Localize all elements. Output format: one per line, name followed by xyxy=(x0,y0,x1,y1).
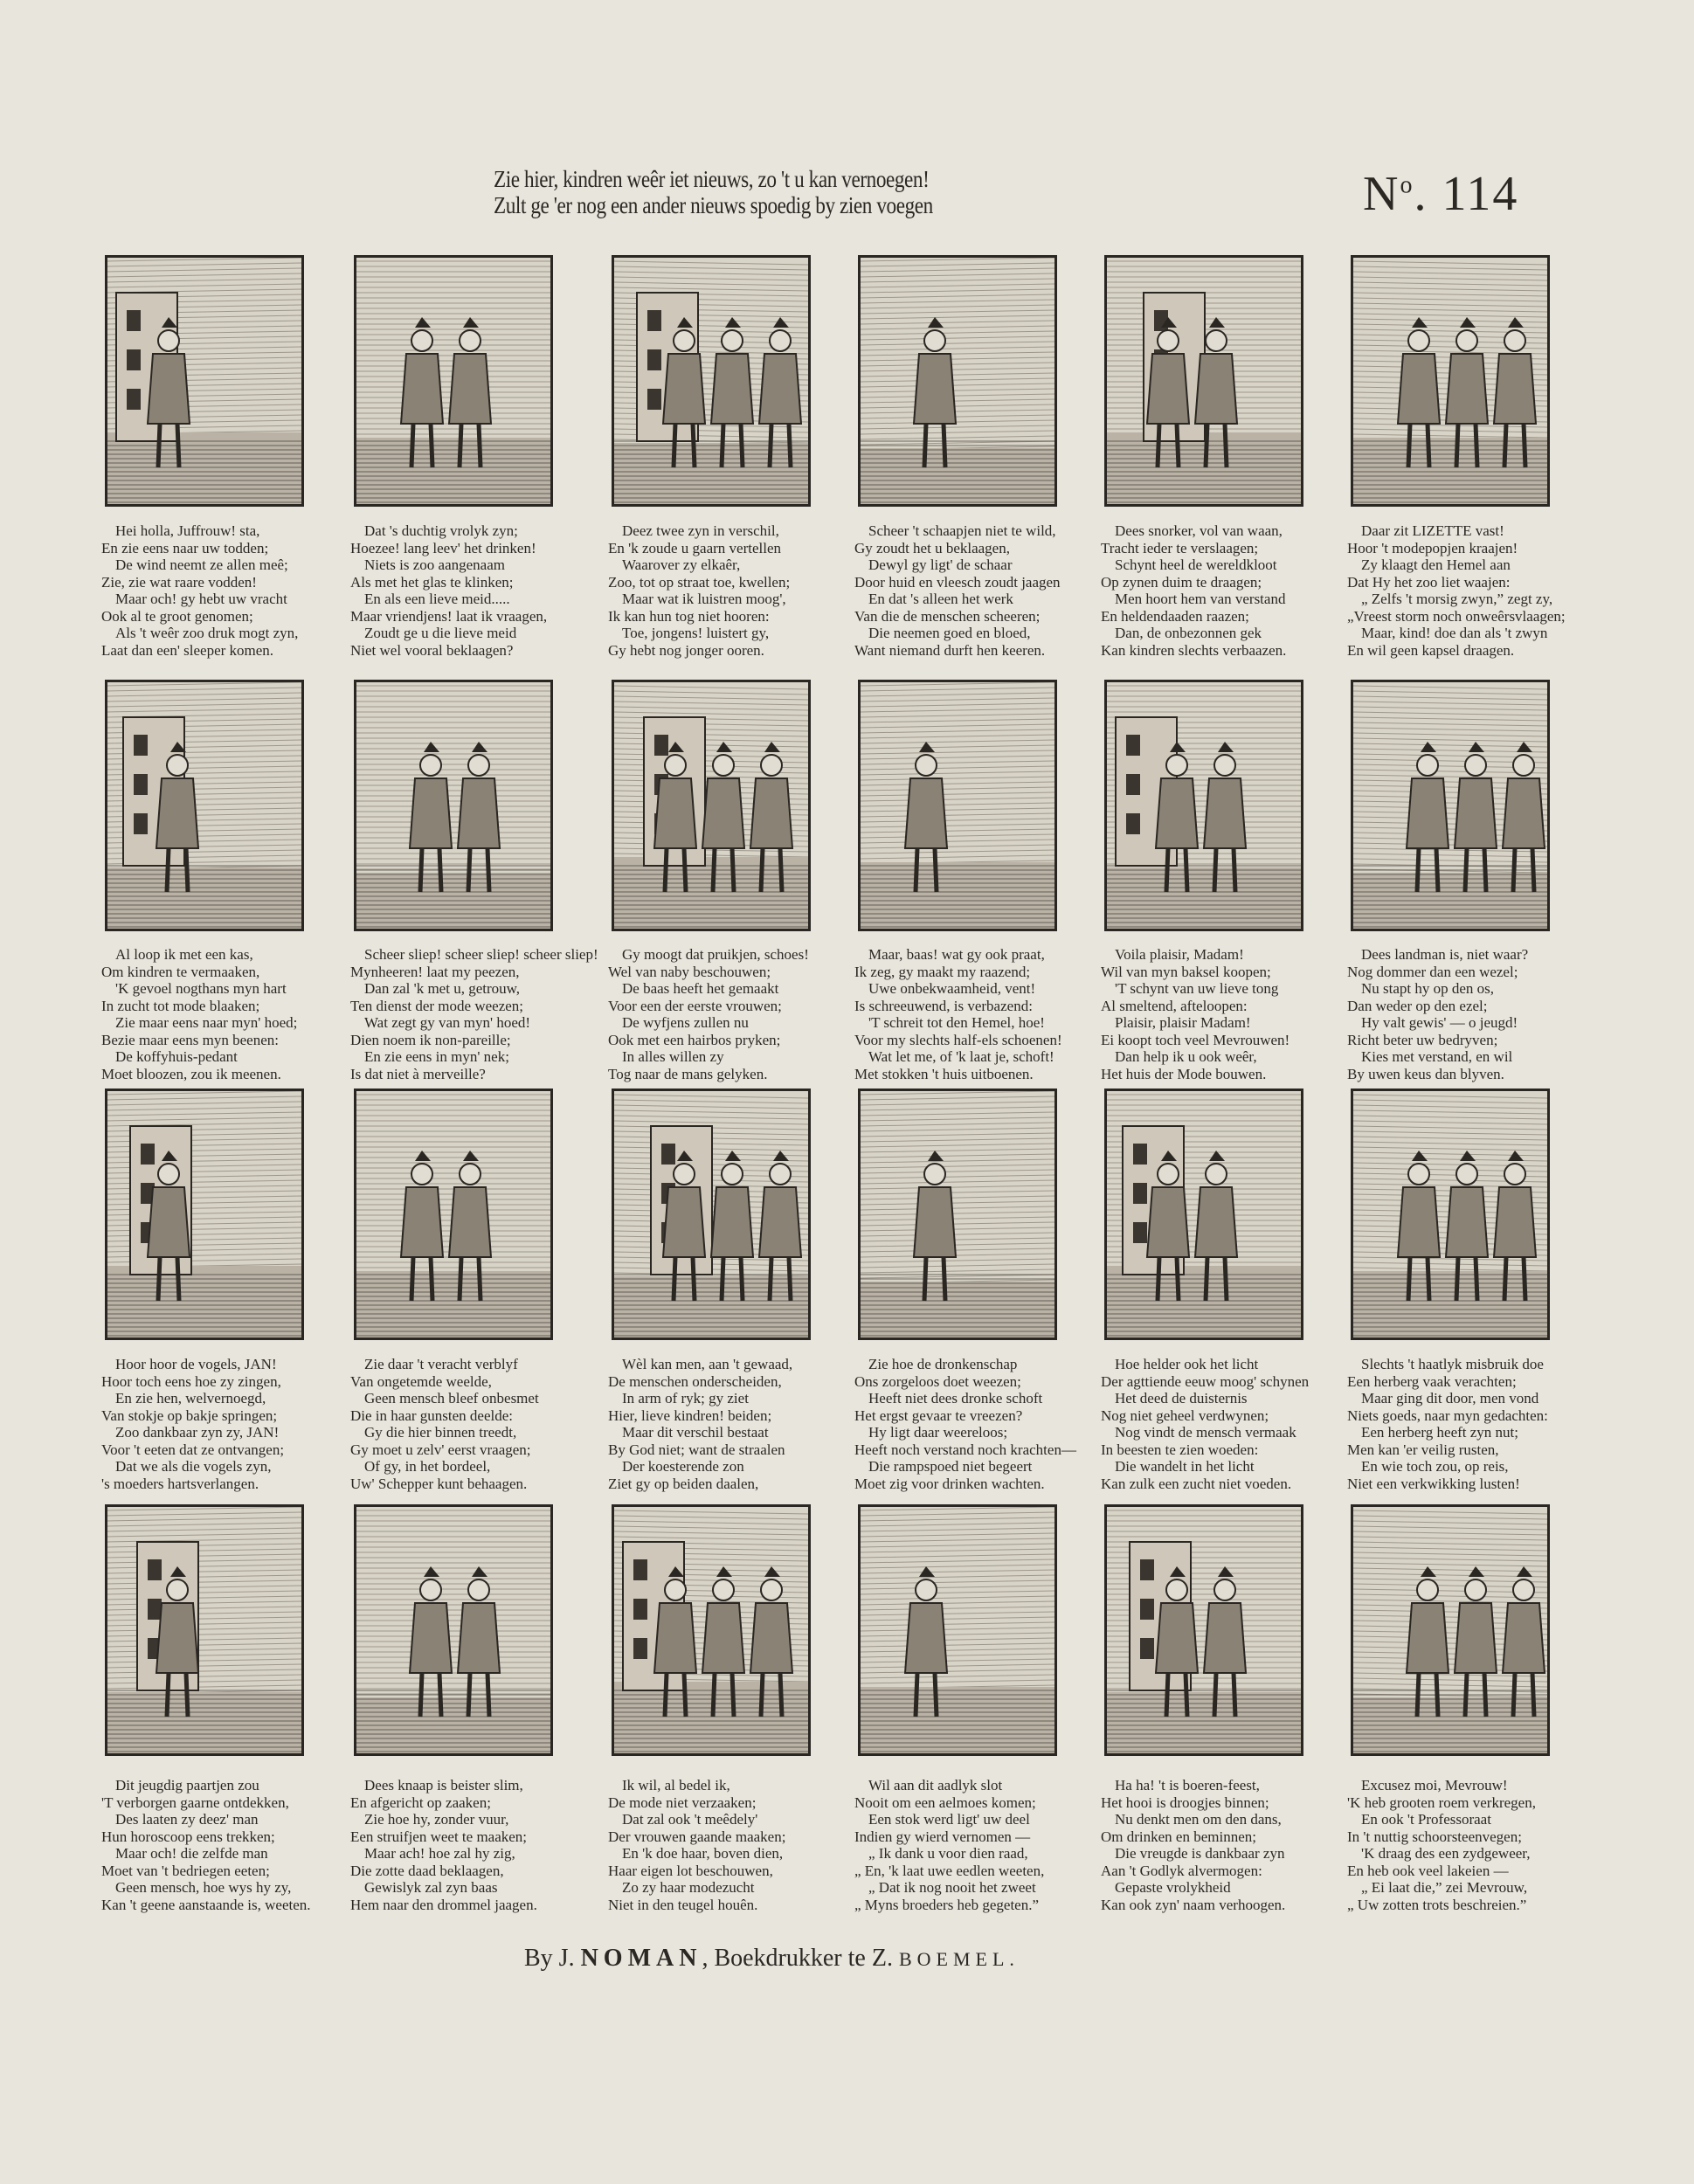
verse xyxy=(350,522,612,659)
verse-line: Die neemen goed en bloed, xyxy=(868,625,1031,641)
verse-line: De menschen onderscheiden, xyxy=(608,1372,782,1390)
verse-line: 'T schynt van uw lieve tong xyxy=(1115,980,1279,997)
verse-line: Hoezee! lang leev' het drinken! xyxy=(350,539,536,556)
woodcut-illustration xyxy=(354,255,553,507)
verse-line: Der vrouwen gaande maaken; xyxy=(608,1828,786,1845)
verse-line: „ Zelfs 't morsig zwyn,” zegt zy, xyxy=(1361,591,1553,607)
woodcut-illustration xyxy=(1104,680,1303,931)
verse xyxy=(608,946,870,1082)
verse-line: Moet bloozen, zou ik meenen. xyxy=(101,1065,281,1082)
verse-line: Die zotte daad beklaagen, xyxy=(350,1862,504,1879)
verse-line: Als 't weêr zoo druk mogt zyn, xyxy=(115,625,299,641)
verse-line: Dan weder op den ezel; xyxy=(1347,997,1488,1014)
verse-line: Zie, zie wat raare vodden! xyxy=(101,573,257,591)
verse-line: Plaisir, plaisir Madam! xyxy=(1115,1014,1251,1031)
verse-line: Kies met verstand, en wil xyxy=(1361,1048,1513,1065)
verse-line: Maar, kind! doe dan als 't zwyn xyxy=(1361,625,1548,641)
verse-line: Met stokken 't huis uitboenen. xyxy=(854,1065,1034,1082)
verse xyxy=(350,946,612,1082)
verse-line: Gy moet u zelv' eerst vraagen; xyxy=(350,1441,531,1458)
verse-line: En zie eens naar uw todden; xyxy=(101,539,269,556)
verse-line: Der agttiende eeuw moog' schynen xyxy=(1101,1372,1310,1390)
verse-line: Zoo dankbaar zyn zy, JAN! xyxy=(115,1424,280,1441)
number-prefix: N xyxy=(1363,167,1400,221)
verse-line: Maar, baas! wat gy ook praat, xyxy=(868,946,1045,963)
verse-line: Mynheeren! laat my peezen, xyxy=(350,963,520,980)
verse-line: Hy valt gewis' — o jeugd! xyxy=(1361,1014,1518,1031)
verse-line: Laat dan een' sleeper komen. xyxy=(101,641,274,659)
verse xyxy=(854,1777,1117,1913)
verse-line: Waarover zy elkaêr, xyxy=(622,556,741,573)
verse-line: Zie hoe de dronkenschap xyxy=(868,1356,1018,1372)
woodcut-illustration xyxy=(105,1089,304,1340)
woodcut-illustration xyxy=(612,680,811,931)
verse-line: Maar ging dit door, men vond xyxy=(1361,1390,1539,1406)
verse xyxy=(1101,522,1363,659)
verse-line: Ook met een hairbos pryken; xyxy=(608,1031,781,1048)
verse-line: Een herberg vaak verachten; xyxy=(1347,1372,1517,1390)
verse-line: Kan ook zyn' naam verhoogen. xyxy=(1101,1896,1286,1913)
verse-line: Dan, de onbezonnen gek xyxy=(1115,625,1262,641)
verse-line: Gy moogt dat pruikjen, schoes! xyxy=(622,946,809,963)
woodcut-illustration xyxy=(858,1089,1057,1340)
verse xyxy=(608,522,870,659)
verse-line: Geen mensch, hoe wys hy zy, xyxy=(115,1879,292,1896)
number-sup: o xyxy=(1400,171,1414,199)
verse-line: Hier, lieve kindren! beiden; xyxy=(608,1406,772,1424)
verse-line: In beesten te zien woeden: xyxy=(1101,1441,1259,1458)
verse-line: Moet van 't bedriegen eeten; xyxy=(101,1862,270,1879)
verse-line: Uwe onbekwaamheid, vent! xyxy=(868,980,1036,997)
verse-line: Hun horoscoop eens trekken; xyxy=(101,1828,275,1845)
verse-line: Het deed de duisternis xyxy=(1115,1390,1248,1406)
verse-line: Dewyl gy ligt' de schaar xyxy=(868,556,1013,573)
verse xyxy=(1101,1356,1363,1492)
woodcut-illustration xyxy=(1351,255,1550,507)
verse-line: De mode niet verzaaken; xyxy=(608,1794,757,1811)
woodcut-illustration xyxy=(105,680,304,931)
verse-line: Wèl kan men, aan 't gewaad, xyxy=(622,1356,793,1372)
verse-line: 'T schreit tot den Hemel, hoe! xyxy=(868,1014,1045,1031)
verse xyxy=(608,1777,870,1913)
verse xyxy=(608,1356,870,1492)
woodcut-illustration xyxy=(858,1504,1057,1756)
verse-line: Nu stapt hy op den os, xyxy=(1361,980,1495,997)
verse-line: Scheer sliep! scheer sliep! scheer sliep! xyxy=(364,946,598,963)
verse-line: Ha ha! 't is boeren-feest, xyxy=(1115,1777,1260,1794)
verse-line: Die rampspoed niet begeert xyxy=(868,1458,1033,1475)
verse-line: Ik wil, al bedel ik, xyxy=(622,1777,730,1794)
verse-line: De wind neemt ze allen meê; xyxy=(115,556,288,573)
verse-line: Is schreeuwend, is verbazend: xyxy=(854,997,1033,1014)
verse xyxy=(854,522,1117,659)
verse-line: Voor my slechts half-els schoenen! xyxy=(854,1031,1062,1048)
verse-line: Dan help ik u ook weêr, xyxy=(1115,1048,1257,1065)
page-title xyxy=(494,166,933,218)
verse-line: Wat let me, of 'k laat je, schoft! xyxy=(868,1048,1054,1065)
verse-line: Of gy, in het bordeel, xyxy=(364,1458,491,1475)
verse-line: Dat 's duchtig vrolyk zyn; xyxy=(364,522,518,539)
verse-line: 's moeders hartsverlangen. xyxy=(101,1475,259,1492)
verse-line: Maar ach! hoe zal hy zig, xyxy=(364,1845,515,1862)
verse-line: 'K draag des een zydgeweer, xyxy=(1361,1845,1531,1862)
verse-line: De baas heeft het gemaakt xyxy=(622,980,779,997)
verse-line: En 'k zoude u gaarn vertellen xyxy=(608,539,782,556)
verse-line: Schynt heel de wereldkloot xyxy=(1115,556,1277,573)
verse-line: Ons zorgeloos doet weezen; xyxy=(854,1372,1021,1390)
verse-line: Wil aan dit aadlyk slot xyxy=(868,1777,1003,1794)
verse-line: En zie eens in myn' nek; xyxy=(364,1048,509,1065)
verse-line: In arm of ryk; gy ziet xyxy=(622,1390,749,1406)
verse-line: Slechts 't haatlyk misbruik doe xyxy=(1361,1356,1544,1372)
verse-line: Door huid en vleesch zoudt jaagen xyxy=(854,573,1061,591)
verse-line: „ Ik dank u voor dien raad, xyxy=(868,1845,1028,1862)
verse-line: Dan zal 'k met u, getrouw, xyxy=(364,980,521,997)
verse-line: Wel van naby beschouwen; xyxy=(608,963,771,980)
verse xyxy=(1347,522,1609,659)
woodcut-illustration xyxy=(354,680,553,931)
verse-line: En ook 't Professoraat xyxy=(1361,1811,1491,1828)
verse-line: Hoor toch eens hoe zy zingen, xyxy=(101,1372,281,1390)
verse-line: Nog vindt de mensch vermaak xyxy=(1115,1424,1296,1441)
woodcut-illustration xyxy=(612,1504,811,1756)
verse-line: Niet wel vooral beklaagen? xyxy=(350,641,514,659)
verse-line: Om kindren te vermaaken, xyxy=(101,963,260,980)
title-line-2: Zult ge 'er nog een ander nieuws spoedig by zien voegen xyxy=(494,192,933,218)
woodcut-illustration xyxy=(612,255,811,507)
verse-line: Voor een der eerste vrouwen; xyxy=(608,997,782,1014)
verse-line: Maar wat ik luistren moog', xyxy=(622,591,786,607)
verse-line: Hoe helder ook het licht xyxy=(1115,1356,1259,1372)
verse-line: Heeft noch verstand noch krachten— xyxy=(854,1441,1076,1458)
verse-line: En 'k doe haar, boven dien, xyxy=(622,1845,784,1862)
verse-line: Van stokje op bakje springen; xyxy=(101,1406,278,1424)
verse-line: Ei koopt toch veel Mevrouwen! xyxy=(1101,1031,1290,1048)
woodcut-illustration xyxy=(1351,1089,1550,1340)
verse-line: Hei holla, Juffrouw! sta, xyxy=(115,522,260,539)
verse-line: Die in haar gunsten deelde: xyxy=(350,1406,513,1424)
verse-line: Want niemand durft hen keeren. xyxy=(854,641,1046,659)
verse-line: En heldendaaden raazen; xyxy=(1101,607,1249,625)
woodcut-illustration xyxy=(354,1089,553,1340)
verse-line: En wil geen kapsel draagen. xyxy=(1347,641,1515,659)
verse-line: Scheer 't schaapjen niet te wild, xyxy=(868,522,1056,539)
woodcut-illustration xyxy=(612,1089,811,1340)
verse-line: Tog naar de mans gelyken. xyxy=(608,1065,768,1082)
verse-line: Heeft niet dees dronke schoft xyxy=(868,1390,1043,1406)
verse xyxy=(1101,1777,1363,1913)
verse-line: Aan 't Godlyk alvermogen: xyxy=(1101,1862,1262,1879)
verse xyxy=(854,1356,1117,1492)
woodcut-illustration xyxy=(1104,255,1303,507)
verse-line: Haar eigen lot beschouwen, xyxy=(608,1862,773,1879)
number-value: . 114 xyxy=(1414,167,1519,221)
imprint-trade: , Boekdrukker te Z. xyxy=(702,1945,899,1972)
woodcut-illustration xyxy=(354,1504,553,1756)
verse-line: Zie maar eens naar myn' hoed; xyxy=(115,1014,298,1031)
verse-line: Kan zulk een zucht niet voeden. xyxy=(1101,1475,1292,1492)
verse-line: Ten dienst der mode weezen; xyxy=(350,997,524,1014)
verse-line: Kan kindren slechts verbaazen. xyxy=(1101,641,1287,659)
verse-line: Gy zoudt het u beklaagen, xyxy=(854,539,1010,556)
verse-line: Een herberg heeft zyn nut; xyxy=(1361,1424,1519,1441)
verse-line: Moet zig voor drinken wachten. xyxy=(854,1475,1045,1492)
verse xyxy=(350,1356,612,1492)
verse-line: Om drinken en beminnen; xyxy=(1101,1828,1256,1845)
verse-line: 'K gevoel nogthans myn hart xyxy=(115,980,287,997)
verse-line: Wat zegt gy van myn' hoed! xyxy=(364,1014,531,1031)
verse-line: En wie toch zou, op reis, xyxy=(1361,1458,1509,1475)
verse-line: De koffyhuis-pedant xyxy=(115,1048,238,1065)
verse-line: Richt beter uw bedryven; xyxy=(1347,1031,1498,1048)
verse-line: Een stok werd ligt' uw deel xyxy=(868,1811,1030,1828)
verse-line: Het huis der Mode bouwen. xyxy=(1101,1065,1267,1082)
verse-line: Hy ligt daar weereloos; xyxy=(868,1424,1008,1441)
verse-line: Niets goeds, naar myn gedachten: xyxy=(1347,1406,1548,1424)
verse-line: Dees landman is, niet waar? xyxy=(1361,946,1529,963)
verse-line: Nog niet geheel verdwynen; xyxy=(1101,1406,1269,1424)
verse xyxy=(1347,1356,1609,1492)
sheet-number xyxy=(1363,166,1518,222)
verse-line: En dat 's alleen het werk xyxy=(868,591,1013,607)
verse-line: Al smeltend, afteloopen: xyxy=(1101,997,1248,1014)
verse-line: Op zynen duim te draagen; xyxy=(1101,573,1262,591)
woodcut-illustration xyxy=(105,1504,304,1756)
verse-line: Dees knaap is beister slim, xyxy=(364,1777,523,1794)
verse-line: Maar dit verschil bestaat xyxy=(622,1424,769,1441)
verse-line: En afgericht op zaaken; xyxy=(350,1794,491,1811)
verse-line: Gy hebt nog jonger ooren. xyxy=(608,641,764,659)
verse-line: Die wandelt in het licht xyxy=(1115,1458,1255,1475)
verse-line: By God niet; want de straalen xyxy=(608,1441,785,1458)
verse xyxy=(101,522,363,659)
verse-line: De wyfjens zullen nu xyxy=(622,1014,749,1031)
woodcut-illustration xyxy=(858,255,1057,507)
verse-line: Kan 't geene aanstaande is, weeten. xyxy=(101,1896,311,1913)
woodcut-illustration xyxy=(1104,1089,1303,1340)
woodcut-illustration xyxy=(858,680,1057,931)
verse-line: „Vreest storm noch onweêrsvlaagen; xyxy=(1347,607,1566,625)
imprint-by: By J. xyxy=(524,1945,581,1972)
verse-line: Daar zit LIZETTE vast! xyxy=(1361,522,1504,539)
verse-line: Zoudt ge u die lieve meid xyxy=(364,625,517,641)
verse-line: Dat Hy het zoo liet waajen: xyxy=(1347,573,1511,591)
verse-line: Indien gy wierd vernomen — xyxy=(854,1828,1031,1845)
verse-line: In alles willen zy xyxy=(622,1048,724,1065)
verse xyxy=(101,1777,363,1913)
verse-line: Hoor 't modepopjen kraajen! xyxy=(1347,539,1518,556)
verse xyxy=(1347,946,1609,1082)
verse xyxy=(101,1356,363,1492)
verse-line: Gewislyk zal zyn baas xyxy=(364,1879,498,1896)
verse-line: Niet een verkwikking lusten! xyxy=(1347,1475,1520,1492)
woodcut-illustration xyxy=(1351,1504,1550,1756)
verse-line: Tracht ieder te verslaagen; xyxy=(1101,539,1259,556)
verse-line: Bezie maar eens myn beenen: xyxy=(101,1031,279,1048)
verse-line: „ En, 'k laat uwe eedlen weeten, xyxy=(854,1862,1045,1879)
verse xyxy=(854,946,1117,1082)
verse-line: En zie hen, welvernoegd, xyxy=(115,1390,266,1406)
verse-line: Niet in den teugel houên. xyxy=(608,1896,758,1913)
verse-line: Voila plaisir, Madam! xyxy=(1115,946,1244,963)
verse-line: Zie daar 't veracht verblyf xyxy=(364,1356,518,1372)
verse-line: Dien noem ik non-pareille; xyxy=(350,1031,511,1048)
verse-line: Dees snorker, vol van waan, xyxy=(1115,522,1283,539)
verse-line: Toe, jongens! luistert gy, xyxy=(622,625,770,641)
verse-line: Al loop ik met een kas, xyxy=(115,946,253,963)
verse-line: Gy die hier binnen treedt, xyxy=(364,1424,517,1441)
verse-line: Voor 't eeten dat ze ontvangen; xyxy=(101,1441,285,1458)
verse-line: In 't nuttig schoorsteenvegen; xyxy=(1347,1828,1522,1845)
verse-line: En heb ook veel lakeien — xyxy=(1347,1862,1509,1879)
verse-line: Maar och! gy hebt uw vracht xyxy=(115,591,287,607)
woodcut-illustration xyxy=(1104,1504,1303,1756)
verse-line: „ Uw zotten trots beschreien.” xyxy=(1347,1896,1527,1913)
verse-line: Van die de menschen scheeren; xyxy=(854,607,1041,625)
verse xyxy=(101,946,363,1082)
verse-line: Dat zal ook 't meêdely' xyxy=(622,1811,758,1828)
verse-line: In zucht tot mode blaaken; xyxy=(101,997,260,1014)
verse-line: Zoo, tot op straat toe, kwellen; xyxy=(608,573,791,591)
verse-line: Is dat niet à merveille? xyxy=(350,1065,486,1082)
verse-line: Gepaste vrolykheid xyxy=(1115,1879,1231,1896)
verse-line: Een struifjen weet te maaken; xyxy=(350,1828,528,1845)
woodcut-illustration xyxy=(1351,680,1550,931)
verse-line: Van ongetemde weelde, xyxy=(350,1372,492,1390)
verse-line: By uwen keus dan blyven. xyxy=(1347,1065,1504,1082)
verse xyxy=(350,1777,612,1913)
imprint-town: BOEMEL. xyxy=(898,1948,1020,1970)
verse xyxy=(1101,946,1363,1082)
title-line-1: Zie hier, kindren weêr iet nieuws, zo 't u kan vernoegen! xyxy=(494,166,930,192)
verse-line: Uw' Schepper kunt behaagen. xyxy=(350,1475,528,1492)
verse-line: Niets is zoo aangenaam xyxy=(364,556,505,573)
verse xyxy=(1347,1777,1609,1913)
verse-line: Zie hoe hy, zonder vuur, xyxy=(364,1811,509,1828)
verse-line: Maar vriendjens! laat ik vraagen, xyxy=(350,607,548,625)
verse-line: Dit jeugdig paartjen zou xyxy=(115,1777,259,1794)
verse-line: Der koesterende zon xyxy=(622,1458,744,1475)
verse-line: Nooit om een aelmoes komen; xyxy=(854,1794,1036,1811)
verse-line: Des laaten zy deez' man xyxy=(115,1811,259,1828)
verse-line: 'K heb grooten roem verkregen, xyxy=(1347,1794,1536,1811)
verse-line: Hoor hoor de vogels, JAN! xyxy=(115,1356,277,1372)
verse-line: Als met het glas te klinken; xyxy=(350,573,514,591)
verse-line: Dat we als die vogels zyn, xyxy=(115,1458,272,1475)
verse-line: En als een lieve meid..... xyxy=(364,591,510,607)
verse-line: „ Ei laat die,” zei Mevrouw, xyxy=(1361,1879,1528,1896)
verse-line: Maar och! die zelfde man xyxy=(115,1845,268,1862)
verse-line: Zo zy haar modezucht xyxy=(622,1879,755,1896)
verse-line: Men kan 'er veilig rusten, xyxy=(1347,1441,1499,1458)
verse-line: Deez twee zyn in verschil, xyxy=(622,522,779,539)
verse-line: Ziet gy op beiden daalen, xyxy=(608,1475,759,1492)
verse-line: Die vreugde is dankbaar zyn xyxy=(1115,1845,1285,1862)
verse-line: Ik zeg, gy maakt my raazend; xyxy=(854,963,1031,980)
imprint-printer: NOMAN xyxy=(580,1945,702,1972)
verse-line: Hem naar den drommel jaagen. xyxy=(350,1896,537,1913)
imprint xyxy=(524,1945,1020,1973)
verse-line: 'T verborgen gaarne ontdekken, xyxy=(101,1794,289,1811)
verse-line: Men hoort hem van verstand xyxy=(1115,591,1286,607)
verse-line: Nu denkt men om den dans, xyxy=(1115,1811,1282,1828)
verse-line: Wil van myn baksel koopen; xyxy=(1101,963,1271,980)
verse-line: Het hooi is droogjes binnen; xyxy=(1101,1794,1269,1811)
verse-line: „ Myns broeders heb gegeten.” xyxy=(854,1896,1040,1913)
woodcut-illustration xyxy=(105,255,304,507)
verse-line: „ Dat ik nog nooit het zweet xyxy=(868,1879,1036,1896)
verse-line: Ook al te groot genomen; xyxy=(101,607,253,625)
verse-line: Nog dommer dan een wezel; xyxy=(1347,963,1518,980)
verse-line: Ik kan hun tog niet hooren: xyxy=(608,607,770,625)
verse-line: Geen mensch bleef onbesmet xyxy=(364,1390,539,1406)
verse-line: Het ergst gevaar te vreezen? xyxy=(854,1406,1023,1424)
verse-line: Excusez moi, Mevrouw! xyxy=(1361,1777,1508,1794)
verse-line: Zy klaagt den Hemel aan xyxy=(1361,556,1511,573)
